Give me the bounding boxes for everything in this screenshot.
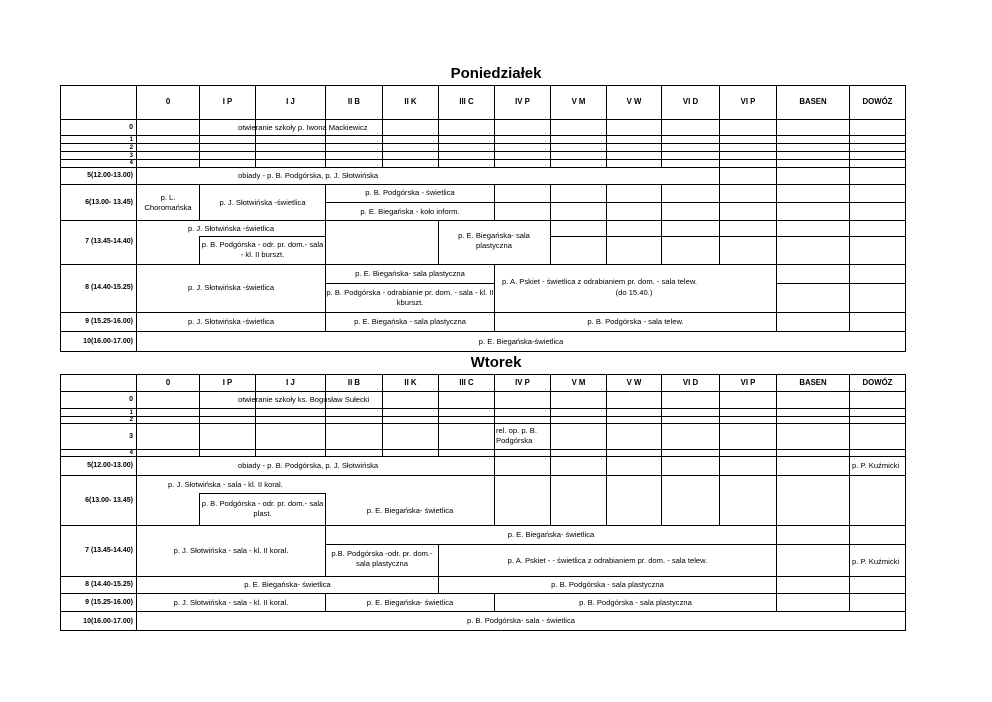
row-label: 5(12.00-13.00): [87, 462, 133, 469]
cell-text: p. J. Słotwińska -świetlica: [187, 283, 275, 292]
row-label: 10(16.00-17.00): [83, 618, 133, 625]
cell-text: p. E. Biegańska- świetlica: [244, 580, 331, 589]
cell-text: p. E. Biegańska- świetlica: [507, 530, 595, 539]
row-label: 7 (13.45-14.40): [85, 547, 133, 554]
row-label: 10(16.00-17.00): [83, 338, 133, 345]
col-header: V M: [571, 97, 586, 106]
cell-text: p. B. Podgórska - odrabianie pr. dom. - sala - kl. II kburszt.: [326, 288, 494, 307]
col-header: II K: [404, 97, 417, 106]
cell-text: p.B. Podgórska -odr. pr. dom.- sala plastyczna: [331, 549, 433, 568]
row-label: 4: [129, 160, 133, 166]
cell-text: p. A. Pskiet - - świetlica z odrabianiem pr. dom. - sala telew.: [507, 556, 708, 565]
cell-text: p. B. Podgórska - świetlica: [365, 188, 455, 197]
col-header: VI D: [682, 97, 699, 106]
col-header: VI P: [740, 378, 756, 387]
col-header: VI P: [740, 97, 756, 106]
col-header: BASEN: [799, 378, 827, 387]
monday-title: Poniedziałek: [450, 65, 542, 82]
cell-text: p. B. Podgórska - odr. pr. dom.- sala plast.: [201, 499, 324, 518]
cell-text: obiady - p. B. Podgórska, p. J. Słotwińska: [238, 461, 379, 470]
cell-text: p. J. Słotwińska - sala - kl. II koral.: [173, 598, 289, 607]
col-header: I P: [222, 97, 233, 106]
row-label: 6(13.00- 13.45): [85, 497, 133, 504]
row-label: 9 (15.25-16.00): [85, 599, 133, 606]
col-header: IV P: [515, 97, 530, 106]
cell-text: p. B. Podgórska - sala telew.: [587, 317, 684, 326]
row-label: 7 (13.45-14.40): [85, 238, 133, 245]
cell-text: rel. op. p. B. Podgórska: [496, 426, 537, 445]
col-header: III C: [459, 97, 474, 106]
col-header: II B: [347, 97, 361, 106]
row-label: 0: [129, 396, 133, 403]
cell-text: p. J. Słotwińska -świetlica: [219, 198, 306, 207]
cell-text: p. E. Biegańska- świetlica: [366, 598, 454, 607]
cell-text: (do 15.40.): [615, 288, 653, 297]
row-label: 2: [129, 145, 133, 151]
row-label: 3: [129, 433, 133, 440]
cell-text: obiady - p. B. Podgórska, p. J. Słotwińska: [238, 171, 379, 180]
col-header: I J: [286, 378, 295, 387]
cell-text: otwieranie szkoły p. Iwona Mackiewicz: [238, 123, 368, 132]
col-header: IV P: [515, 378, 530, 387]
cell-text: p. B. Podgórska - odr. pr. dom.- sala - kl. II burszt.: [201, 240, 324, 259]
cell-text: p. E. Biegańska - sala plastyczna: [354, 317, 466, 326]
col-header: II B: [347, 378, 361, 387]
row-label: 1: [129, 410, 133, 416]
cell-text: p. J. Słotwińska - sala - kl. II koral.: [173, 546, 289, 555]
col-header: 0: [165, 97, 171, 106]
col-header: 0: [165, 378, 171, 387]
cell-text: p. B. Podgórska - sala plastyczna: [579, 598, 692, 607]
cell-text: p. P. Kuźmicki: [852, 557, 900, 566]
cell-text: p. E. Biegańska- sala plastyczna: [458, 231, 530, 250]
tuesday-title: Wtorek: [470, 354, 522, 371]
cell-text: p. E. Biegańska-świetlica: [478, 337, 564, 346]
col-header: II K: [404, 378, 417, 387]
cell-text: p. A. Pskiet - świetlica z odrabianiem pr. dom. - sala telew.: [502, 277, 697, 286]
col-header: VI D: [682, 378, 699, 387]
col-header: I J: [286, 97, 295, 106]
cell-text: p. J. Słotwińska -świetlica: [187, 224, 275, 233]
cell-text: otwieranie szkoły ks. Bogusław Sułecki: [238, 395, 370, 404]
col-header: III C: [459, 378, 474, 387]
cell-text: p. B. Podgórska- sala - świetlica: [466, 616, 576, 625]
row-label: 8 (14.40-15.25): [85, 581, 133, 588]
tuesday-table-border: [61, 375, 906, 631]
cell-text: p. B. Podgórska - sala plastyczna: [551, 580, 664, 589]
row-label: 6(13.00- 13.45): [85, 199, 133, 206]
col-header: I P: [222, 378, 233, 387]
row-label: 5(12.00-13.00): [87, 172, 133, 179]
cell-text: p. J. Słotwińska -świetlica: [187, 317, 275, 326]
row-label: 1: [129, 137, 133, 143]
col-header: DOWÓZ: [862, 97, 893, 106]
row-label: 2: [129, 417, 133, 423]
col-header: V W: [626, 378, 642, 387]
row-label: 8 (14.40-15.25): [85, 284, 133, 291]
row-label: 9 (15.25-16.00): [85, 318, 133, 325]
cell-text: p. E. Biegańska- sala plastyczna: [355, 269, 465, 278]
cell-text: p. E. Biegańska - koło inform.: [360, 207, 460, 216]
cell-text: p. J. Słotwińska - sala - kl. II koral.: [168, 480, 283, 489]
col-header: BASEN: [799, 97, 827, 106]
col-header: V W: [626, 97, 642, 106]
row-label: 4: [129, 450, 133, 456]
row-label: 0: [129, 124, 133, 131]
col-header: DOWÓZ: [862, 378, 893, 387]
monday-table-border: [61, 86, 906, 352]
col-header: V M: [571, 378, 586, 387]
cell-text: p. E. Biegańska- świetlica: [366, 506, 454, 515]
cell-text: p. L. Choromańska: [144, 193, 192, 212]
cell-text: p. P. Kuźmicki: [852, 461, 900, 470]
row-label: 3: [129, 153, 133, 159]
